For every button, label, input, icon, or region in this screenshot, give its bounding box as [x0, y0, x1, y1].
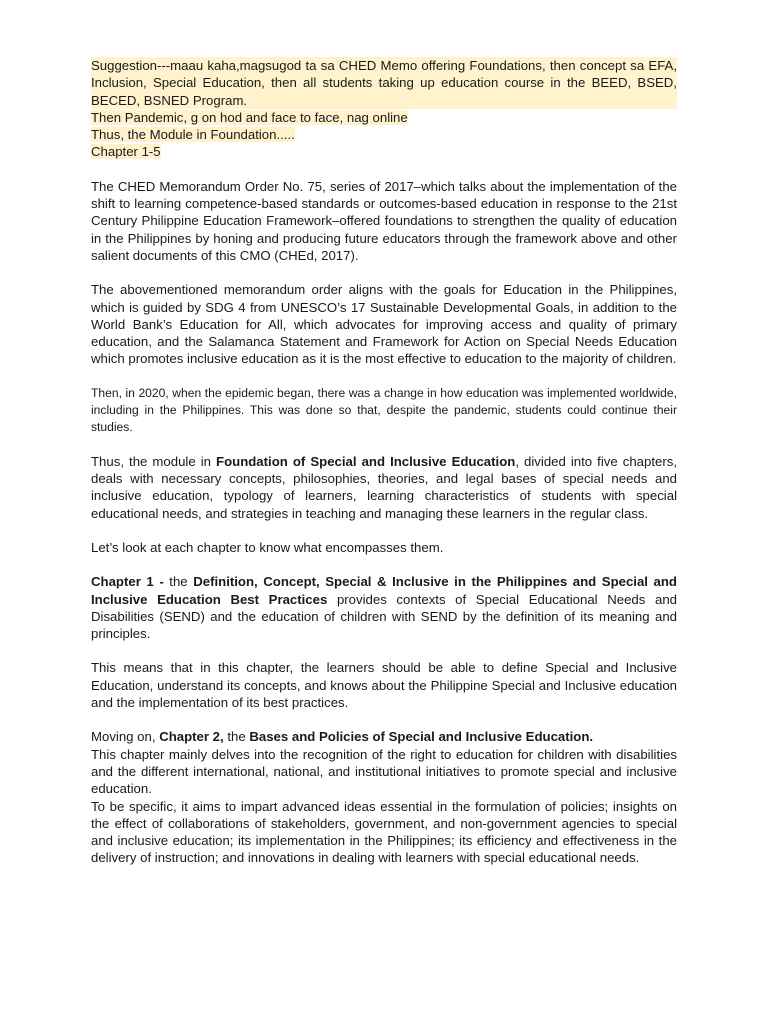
- suggestion-line-4: Chapter 1-5: [91, 144, 161, 160]
- suggestion-line-1: Suggestion---maau kaha,magsugod ta sa CHED Memo offering Foundations, then concept sa EFA, Inclusion, Special Education, then all students taking up education course in the BEED, BSED, BECED, BSNED Program.: [91, 58, 677, 108]
- paragraph-chapter-2: [91, 728, 677, 866]
- text-run: Moving on,: [91, 729, 160, 745]
- text-run: the: [223, 729, 250, 745]
- chapter-1-title: Definition, Concept, Special & Inclusive in the Philippines and Special and Inclusive Education Best Practices: [91, 574, 677, 607]
- paragraph-ched-memo: The CHED Memorandum Order No. 75, series of 2017–which talks about the implementation of the shift to learning competence-based standards or outcomes-based education in response to the 21st Century Philippine Education Framework–offered foundations to strengthen the quality of education in the Philippines by honing and producing future educators through the framework above and other salient documents of this CMO (CHEd, 2017).: [91, 178, 677, 263]
- paragraph-chapter-1: [91, 573, 677, 642]
- chapter-1-label: Chapter 1 -: [91, 574, 164, 590]
- suggestion-line-3: Thus, the Module in Foundation.....: [91, 127, 295, 143]
- text-run: Thus, the module in: [91, 453, 217, 469]
- chapter-2-title: Bases and Policies of Special and Inclusive Education.: [249, 729, 594, 745]
- chapter-2-label: Chapter 2,: [159, 729, 224, 745]
- paragraph-look-chapters: Let’s look at each chapter to know what encompasses them.: [91, 539, 444, 555]
- text-run: , divided into five chapters, deals with necessary concepts, philosophies, theories, and legal bases of special needs and inclusive education, typology of learners, learning characteristics of students with special educational needs, and strategies in teaching and managing these learners in the regular class.: [91, 453, 677, 521]
- suggestion-line-2: Then Pandemic, g on hod and face to face, nag online: [91, 109, 408, 125]
- chapter-2-description: This chapter mainly delves into the recognition of the right to education for children with disabilities and the different international, national, and institutional initiatives to promote special and inclusive education.: [91, 746, 677, 797]
- paragraph-chapter-1-outcomes: This means that in this chapter, the learners should be able to define Special and Inclusive Education, understand its concepts, and knows about the Philippine Special and Inclusive education and the implementation of its best practices.: [91, 660, 677, 711]
- paragraph-module-foundation: [91, 453, 677, 522]
- paragraph-pandemic: Then, in 2020, when the epidemic began, there was a change in how education was implemented worldwide, including in the Philippines. This was done so that, despite the pandemic, students could continue their studies.: [91, 385, 677, 434]
- paragraph-sdg-alignment: The abovementioned memorandum order aligns with the goals for Education in the Philippines, which is guided by SDG 4 from UNESCO’s 17 Sustainable Developmental Goals, in addition to the World Bank’s Education for All, which advocates for improving access and quality of primary education, and the Salamanca Statement and Framework for Action on Special Needs Education which promotes inclusive education as it is the most effective to education to the majority of children.: [91, 282, 677, 367]
- chapter-2-specifics: To be specific, it aims to impart advanced ideas essential in the formulation of policies; insights on the effect of collaborations of stakeholders, government, and non-government agencies to special and inclusive education; its implementation in the Philippines; its efficiency and effectiveness in the delivery of instruction; and innovations in dealing with learners with special educational needs.: [91, 798, 677, 866]
- module-title: Foundation of Special and Inclusive Education: [216, 453, 516, 469]
- suggestion-note: [91, 57, 677, 161]
- text-run: provides contexts of Special Educational Needs and Disabilities (SEND) and the education of children with SEND by the definition of its meaning and principles.: [91, 591, 677, 642]
- chapter-2-heading-line: [91, 728, 677, 745]
- text-run: the: [163, 574, 194, 590]
